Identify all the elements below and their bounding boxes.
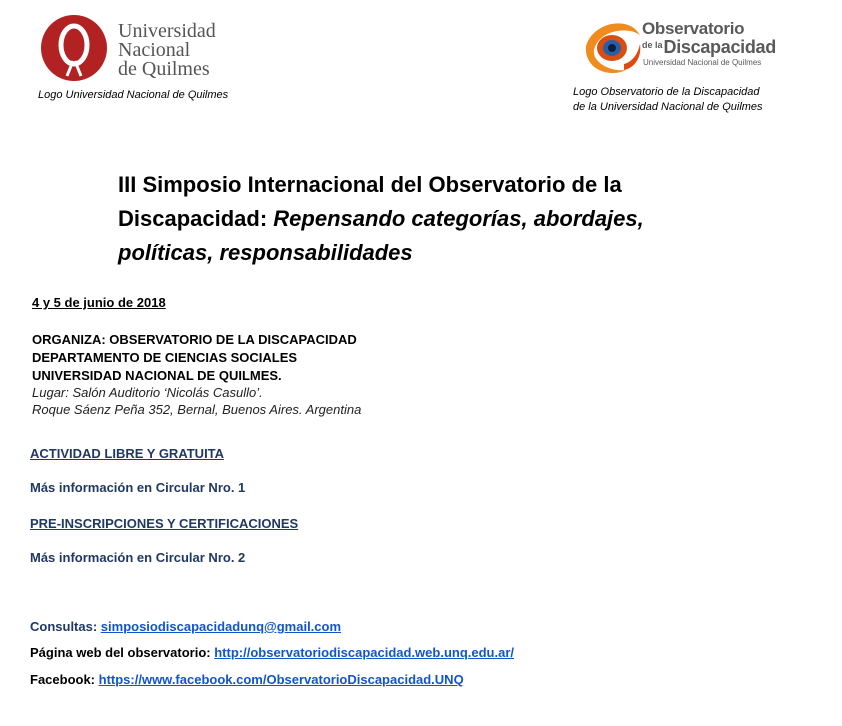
unq-logo-wordmark [118,22,216,79]
contact-email-link[interactable]: simposiodiscapacidadunq@gmail.com [100,619,342,634]
organizer-line1: ORGANIZA: OBSERVATORIO DE LA DISCAPACIDAD [32,332,357,347]
organizer-line3: UNIVERSIDAD NACIONAL DE QUILMES. [32,368,282,383]
contact-web-link[interactable]: http://observatoriodiscapacidad.web.unq.edu.ar/ [214,645,515,660]
obs-logo-discapacidad: Discapacidad [663,37,776,57]
obs-caption-line1: Logo Observatorio de la Discapacidad [573,86,760,98]
contact-facebook-label: Facebook: [30,672,96,687]
contact-email-label: Consultas: [30,619,98,634]
obs-logo-caption [573,85,763,115]
obs-logo-dela: de la [642,40,663,50]
contact-email-row [30,619,341,634]
unq-logo-line1: Universidad [118,20,216,42]
unq-logo-caption: Logo Universidad Nacional de Quilmes [38,89,229,101]
obs-caption-line2: de la Universidad Nacional de Quilmes [573,101,763,113]
contact-web-label: Página web del observatorio: [30,645,211,660]
obs-logo-title2 [642,37,776,58]
event-dates: 4 y 5 de junio de 2018 [32,295,166,310]
event-title-line1: III Simposio Internacional del Observatorio de la [118,172,622,197]
obs-logo-title: Observatorio [642,19,745,38]
unq-logo-line3: de Quilmes [118,58,210,80]
venue-address: Roque Sáenz Peña 352, Bernal, Buenos Aires. Argentina [32,402,362,417]
contact-facebook-link[interactable]: https://www.facebook.com/ObservatorioDiscapacidad.UNQ [98,672,464,687]
contact-facebook-row [30,672,464,687]
event-title [118,168,718,270]
venue-block [32,384,361,418]
event-title-italic: Repensando categorías, abordajes, [273,206,644,231]
organizer-line2: DEPARTAMENTO DE CIENCIAS SOCIALES [32,350,298,365]
unq-q-emblem-icon [40,14,108,82]
more-info-circular-1: Más información en Circular Nro. 1 [30,480,246,495]
preregistration-heading: PRE-INSCRIPCIONES Y CERTIFICACIONES [30,516,299,531]
event-title-plain: Discapacidad: [118,206,268,231]
organizer-block [32,331,357,385]
contact-web-row [30,645,514,660]
unq-logo-line2: Nacional [118,39,191,61]
free-activity-heading: ACTIVIDAD LIBRE Y GRATUITA [30,446,225,461]
more-info-circular-2: Más información en Circular Nro. 2 [30,550,246,565]
obs-logo-subtitle: Universidad Nacional de Quilmes [643,58,762,67]
observatorio-eye-icon [580,14,644,78]
venue-name: Lugar: Salón Auditorio ‘Nicolás Casullo’. [32,385,263,400]
event-title-line3: políticas, responsabilidades [118,240,413,265]
event-title-line2 [118,202,718,236]
